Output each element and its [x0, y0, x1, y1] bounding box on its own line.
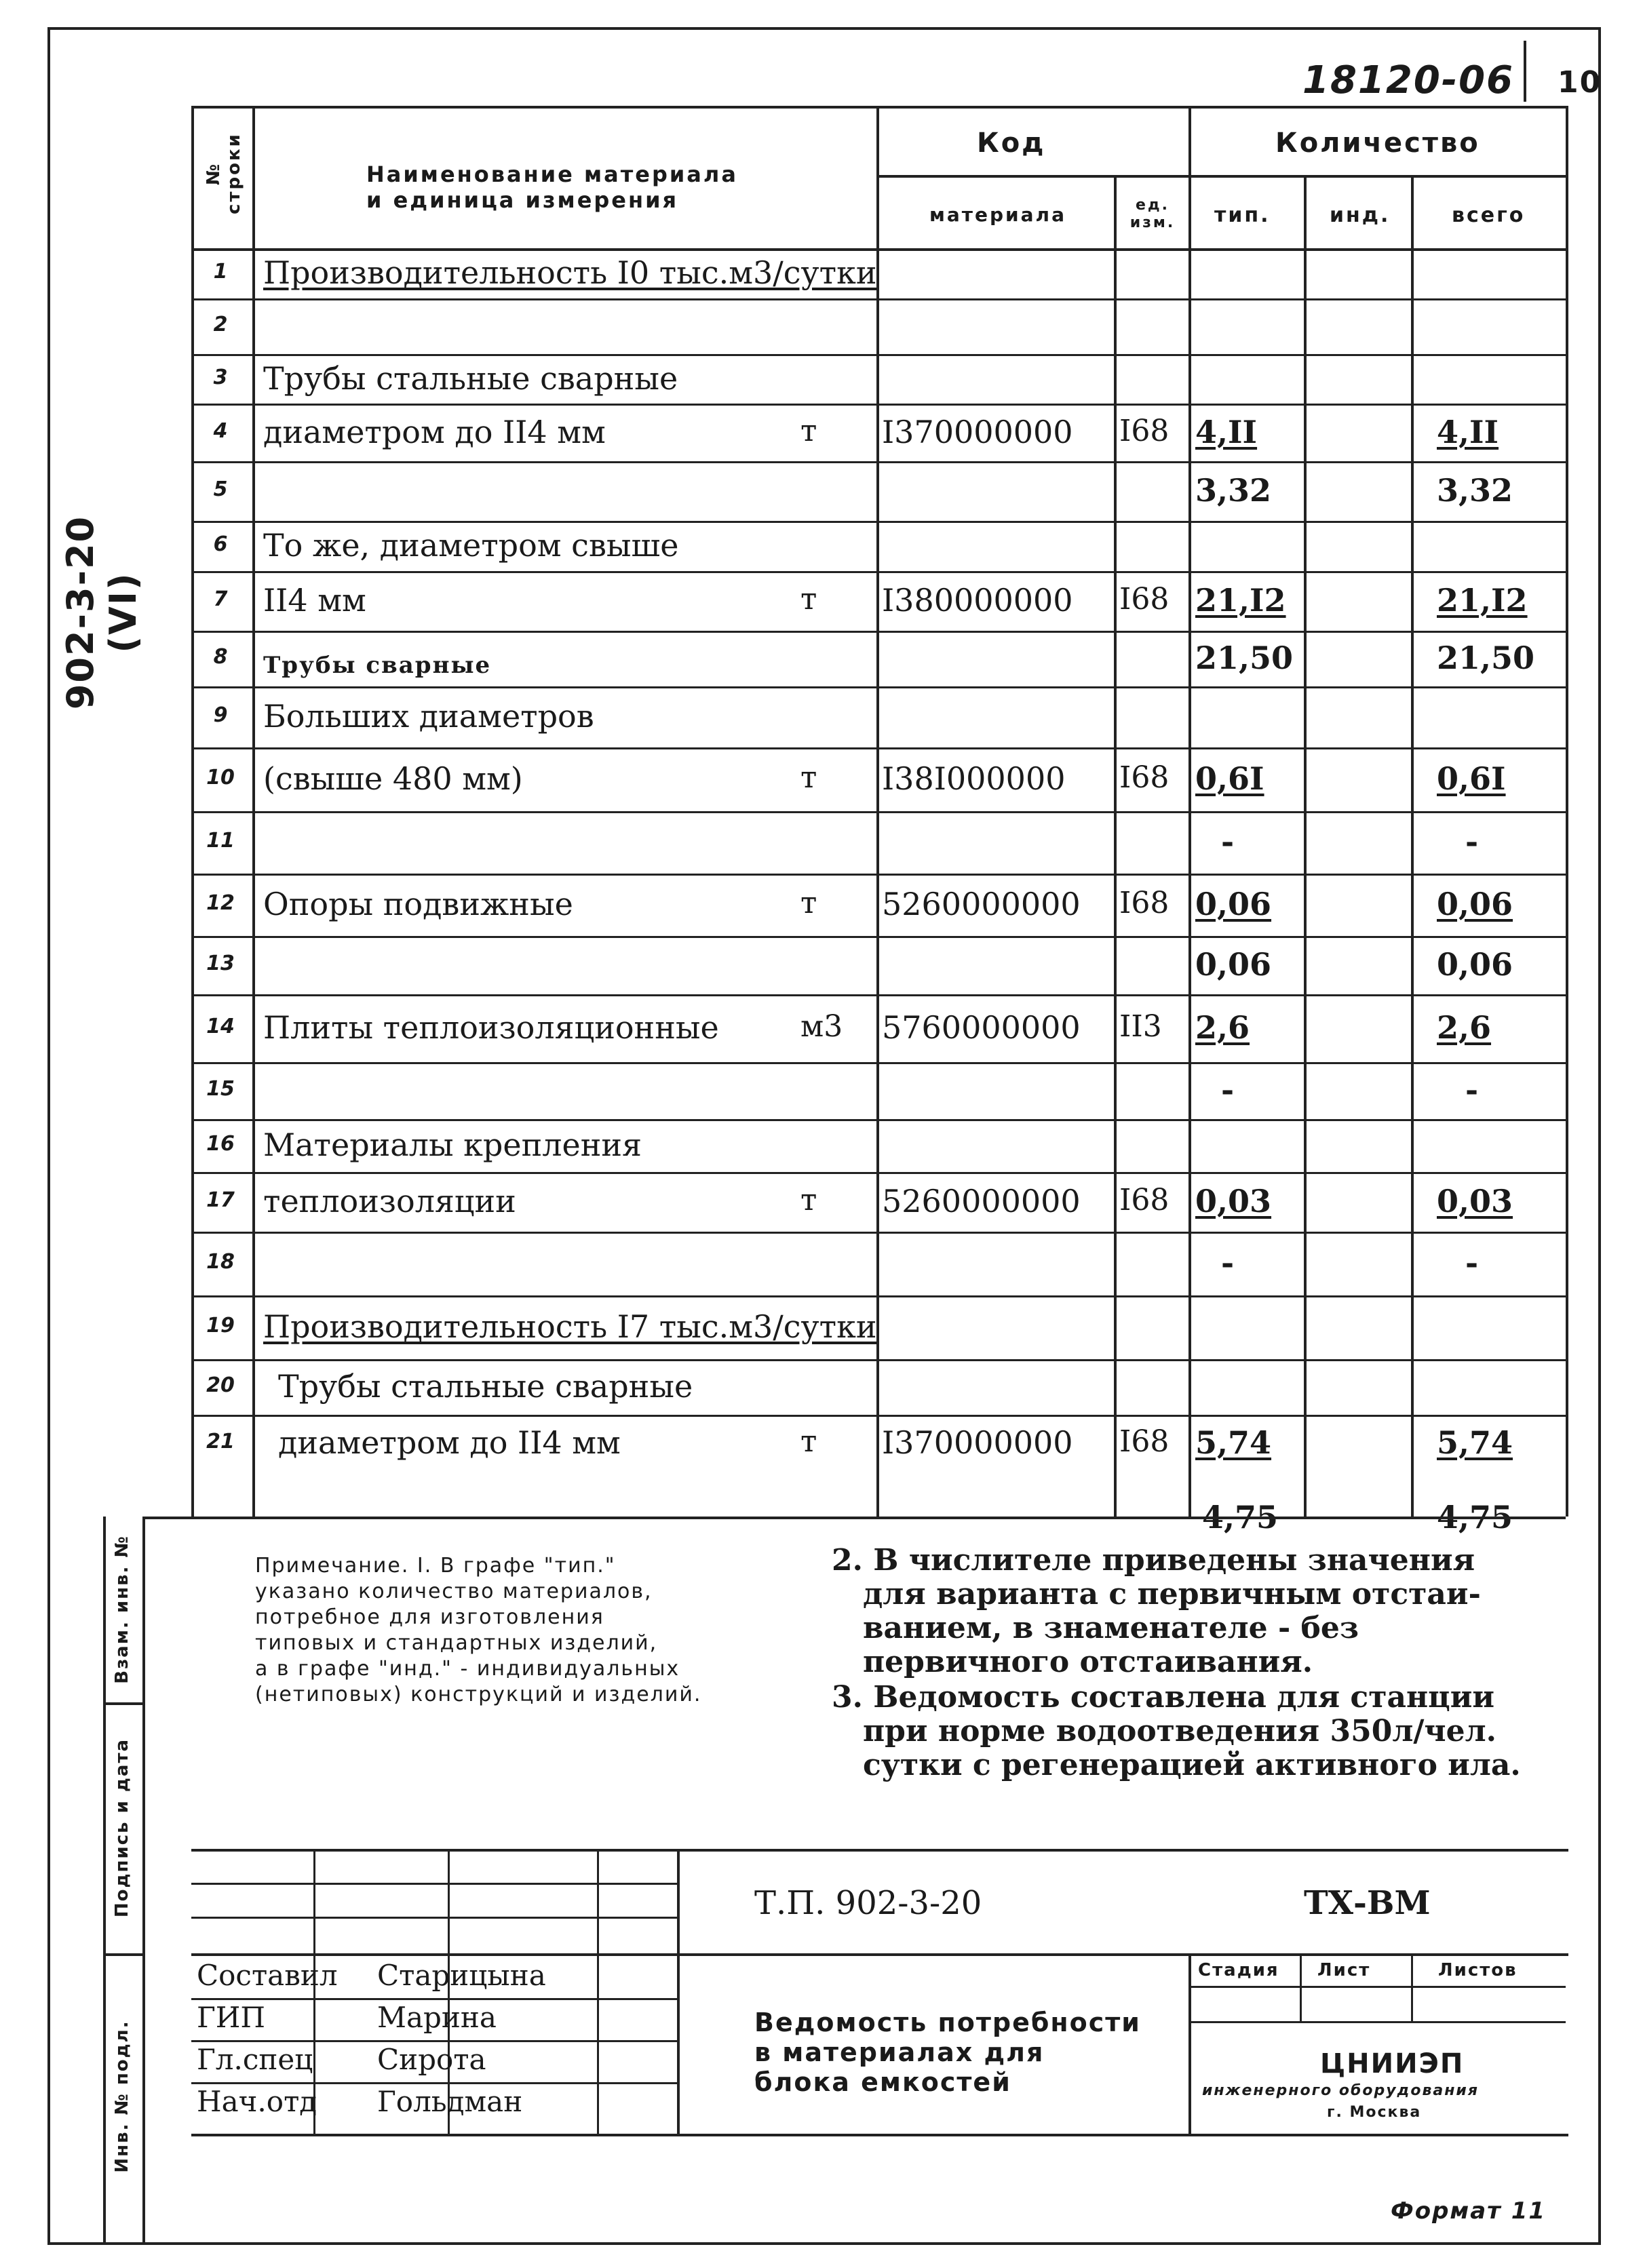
role-title: Гл.спец	[197, 2043, 313, 2076]
org-name: ЦНИИЭП	[1320, 2048, 1465, 2079]
row-number: 16	[206, 1132, 235, 1156]
row-number: 11	[206, 829, 235, 853]
row-number: 20	[206, 1373, 235, 1397]
row-divider	[191, 1415, 1568, 1417]
doc-title-line3: блока емкостей	[754, 2067, 1011, 2097]
row-divider	[191, 747, 1568, 749]
project-number: Т.П. 902-3-20	[754, 1884, 982, 1922]
qty-total: 5,74	[1437, 1424, 1513, 1461]
row-divider	[191, 521, 1568, 523]
qty-typical: 21,50	[1195, 640, 1294, 676]
stamp-strip-right	[142, 1517, 145, 2242]
header-name-line2: и единица измерения	[366, 187, 679, 213]
title-mid-line	[191, 1953, 1568, 1956]
note-1-line: (нетиповых) конструкций и изделий.	[255, 1683, 702, 1706]
row-number: 14	[206, 1015, 235, 1038]
header-name-line1: Наименование материала	[366, 161, 738, 187]
row-divider	[191, 1172, 1568, 1174]
material-name: Материалы крепления	[263, 1127, 642, 1163]
table-header-bottom	[191, 248, 1568, 251]
row-divider	[191, 298, 1568, 300]
row-number: 7	[213, 587, 228, 611]
row-number: 4	[213, 419, 228, 443]
title-grid-line-e	[191, 2082, 677, 2084]
stamp-orig-inv: Инв. № подл.	[112, 2020, 132, 2173]
header-row-no: № строки	[204, 132, 244, 214]
material-code: I380000000	[882, 582, 1073, 619]
unit-code: I68	[1119, 886, 1170, 920]
qty-total: 0,06	[1437, 886, 1513, 922]
note-1	[255, 1553, 701, 1708]
unit-of-measure: т	[800, 582, 817, 617]
row-number: 13	[206, 952, 235, 975]
note-1-line: потребное для изготовления	[255, 1605, 604, 1629]
row-divider	[191, 1359, 1568, 1361]
row-number: 3	[213, 366, 228, 389]
note-2	[832, 1544, 1481, 1679]
row-number: 12	[206, 891, 235, 915]
qty-total: 21,50	[1437, 640, 1535, 676]
unit-of-measure: т	[800, 1183, 817, 1217]
doc-title	[754, 2008, 1141, 2097]
qty-typical: 5,74	[1195, 1424, 1272, 1461]
material-name: теплоизоляции	[263, 1183, 516, 1219]
role-person: Старицына	[377, 1959, 546, 1992]
note-2-line: для варианта с первичным отстаи-	[832, 1577, 1481, 1611]
material-name: Производительность I7 тыс.м3/сутки	[263, 1308, 877, 1345]
unit-of-measure: т	[800, 760, 817, 795]
row-number: 15	[206, 1077, 235, 1101]
qty-total: 2,6	[1437, 1009, 1492, 1046]
title-grid-line-d	[191, 2040, 677, 2042]
row-number: 9	[213, 703, 228, 727]
row-number: 17	[206, 1188, 235, 1212]
row-number: 1	[213, 260, 228, 284]
material-code: 5260000000	[882, 886, 1081, 922]
notes-top-line	[142, 1517, 1566, 1519]
material-name: Трубы стальные сварные	[263, 360, 678, 397]
format-label: Формат 11	[1391, 2197, 1547, 2225]
qty-typical: 3,32	[1195, 472, 1272, 509]
col-line-5	[1304, 175, 1307, 1517]
title-grid-line-a	[191, 1883, 677, 1885]
unit-code: II3	[1119, 1009, 1162, 1044]
material-code: 5760000000	[882, 1009, 1081, 1046]
qty-typical: 21,I2	[1195, 582, 1286, 619]
stage-value-line	[1188, 2021, 1566, 2023]
doc-number: 18120-06	[1302, 58, 1514, 102]
note-1-line: указано количество материалов,	[255, 1580, 653, 1603]
qty-typical: 0,06	[1195, 946, 1272, 983]
qty-total: -	[1465, 1245, 1479, 1281]
note-3-line: 3. Ведомость составлена для станции	[832, 1680, 1494, 1715]
role-person: Марина	[377, 2001, 497, 2034]
qty-total: 0,06	[1437, 946, 1513, 983]
unit-of-measure: т	[800, 1424, 817, 1459]
side-code: 902-3-20 (VI)	[59, 515, 144, 710]
note-2-line: первичного отстаивания.	[832, 1645, 1313, 1679]
material-code: I370000000	[882, 414, 1073, 450]
qty-typical: 2,6	[1195, 1009, 1250, 1046]
doc-title-line2: в материалах для	[754, 2037, 1045, 2067]
note-3-line: при норме водоотведения 350л/чел.	[832, 1714, 1496, 1748]
doc-title-line1: Ведомость потребности	[754, 2008, 1141, 2037]
row-divider	[191, 404, 1568, 406]
qty-total: 4,II	[1437, 414, 1499, 450]
corner-divider	[1524, 41, 1526, 102]
unit-code: I68	[1119, 1424, 1170, 1459]
row-divider	[191, 936, 1568, 938]
row-divider	[191, 571, 1568, 573]
row-divider	[191, 1295, 1568, 1297]
row-number: 19	[206, 1314, 235, 1337]
stamp-strip-left	[103, 1517, 106, 2242]
org-line2: инженерного оборудования	[1202, 2082, 1479, 2099]
row-divider	[191, 631, 1568, 633]
row-divider	[191, 994, 1568, 996]
material-name: Плиты теплоизоляционные	[263, 1009, 719, 1046]
material-code: I370000000	[882, 1424, 1073, 1461]
material-name: II4 мм	[263, 582, 366, 619]
row-number: 21	[206, 1430, 235, 1453]
qty-typical: -	[1221, 823, 1235, 860]
title-bottom-line	[191, 2134, 1568, 2136]
material-name: Больших диаметров	[263, 698, 594, 735]
qty-total: -	[1465, 823, 1479, 860]
row21-total-denominator: 4,75	[1437, 1499, 1513, 1536]
header-qty-ind: инд.	[1330, 203, 1391, 227]
note-2-line: 2. В числителе приведены значения	[832, 1543, 1475, 1578]
note-3	[832, 1681, 1521, 1782]
qty-total: 3,32	[1437, 472, 1513, 509]
qty-typical: -	[1221, 1245, 1235, 1281]
col-line-3	[1114, 175, 1117, 1517]
note-1-line: Примечание. I. В графе "тип."	[255, 1554, 616, 1578]
note-3-line: сутки с регенерацией активного ила.	[832, 1748, 1521, 1782]
qty-typical: 0,6I	[1195, 760, 1264, 797]
material-name: Трубы стальные сварные	[278, 1368, 693, 1405]
note-1-line: а в графе "инд." - индивидуальных	[255, 1657, 680, 1681]
row-divider	[191, 1062, 1568, 1064]
qty-total: 21,I2	[1437, 582, 1528, 619]
row21-typ-denominator: 4,75	[1202, 1499, 1279, 1536]
stage-col-2	[1411, 1953, 1413, 2021]
material-name: диаметром до II4 мм	[278, 1424, 621, 1461]
row-number: 5	[213, 477, 228, 501]
row-divider	[191, 874, 1568, 876]
role-person: Сирота	[377, 2043, 486, 2076]
qty-total: 0,6I	[1437, 760, 1506, 797]
qty-total: -	[1465, 1072, 1479, 1108]
title-grid-line-b	[191, 1917, 677, 1919]
material-name: (свыше 480 мм)	[263, 760, 523, 797]
header-code-unit: ед. изм.	[1129, 197, 1176, 231]
title-col-d	[677, 1849, 680, 2134]
material-code: I38I000000	[882, 760, 1066, 797]
note-1-line: типовых и стандартных изделий,	[255, 1631, 658, 1655]
note-2-line: ванием, в знаменателе - без	[832, 1611, 1359, 1645]
row-number: 18	[206, 1250, 235, 1274]
row-divider	[191, 461, 1568, 463]
table-top-border	[191, 106, 1568, 109]
qty-typical: -	[1221, 1072, 1235, 1108]
sheet-corner-number: 10	[1558, 65, 1602, 100]
doc-mark: ТХ-ВМ	[1304, 1884, 1431, 1922]
stamp-replace-inv: Взам. инв. №	[112, 1535, 132, 1684]
unit-code: I68	[1119, 1183, 1170, 1217]
role-title: ГИП	[197, 2001, 266, 2034]
stage-header-line	[1188, 1986, 1566, 1988]
col-line-6	[1411, 175, 1414, 1517]
material-name: Трубы сварные	[263, 652, 492, 679]
material-code: 5260000000	[882, 1183, 1081, 1219]
row-divider	[191, 811, 1568, 813]
title-top-line	[191, 1849, 1568, 1852]
qty-typical: 4,II	[1195, 414, 1258, 450]
role-title: Нач.отд	[197, 2085, 317, 2118]
material-name: Опоры подвижные	[263, 886, 573, 922]
stamp-signature-date: Подпись и дата	[112, 1738, 132, 1918]
qty-total: 0,03	[1437, 1183, 1513, 1219]
unit-of-measure: т	[800, 414, 817, 448]
unit-code: I68	[1119, 582, 1170, 617]
org-line3: г. Москва	[1327, 2104, 1422, 2121]
row-number: 8	[213, 645, 228, 669]
material-name: Производительность I0 тыс.м3/сутки	[263, 254, 877, 291]
role-title: Составил	[197, 1959, 338, 1992]
qty-typical: 0,06	[1195, 886, 1272, 922]
unit-of-measure: м3	[800, 1009, 843, 1044]
stamp-strip-div2	[103, 1953, 142, 1956]
material-name: диаметром до II4 мм	[263, 414, 606, 450]
table-header-mid	[876, 175, 1568, 178]
row-number: 6	[213, 532, 228, 556]
qty-typical: 0,03	[1195, 1183, 1272, 1219]
row-divider	[191, 1232, 1568, 1234]
title-col-e	[1188, 1953, 1191, 2134]
title-grid-line-c	[191, 1998, 677, 2000]
header-qty-group: Количество	[1275, 128, 1480, 159]
stage-label: Стадия	[1198, 1960, 1279, 1980]
sheets-label: Листов	[1438, 1960, 1518, 1980]
title-col-c	[597, 1849, 599, 2134]
unit-of-measure: т	[800, 886, 817, 920]
unit-code: I68	[1119, 760, 1170, 795]
row-number: 10	[206, 766, 235, 789]
role-person: Гольдман	[377, 2085, 523, 2118]
header-qty-total: всего	[1452, 203, 1526, 227]
material-name: То же, диаметром свыше	[263, 527, 679, 564]
sheet-label: Лист	[1317, 1960, 1371, 1980]
stage-col-1	[1300, 1953, 1302, 2021]
header-code-group: Код	[977, 128, 1046, 159]
header-code-material: материала	[929, 203, 1066, 226]
unit-code: I68	[1119, 414, 1170, 448]
row-divider	[191, 354, 1568, 356]
row-divider	[191, 686, 1568, 688]
row-divider	[191, 1119, 1568, 1121]
row-number: 2	[213, 313, 228, 336]
header-qty-typ: тип.	[1214, 203, 1271, 227]
